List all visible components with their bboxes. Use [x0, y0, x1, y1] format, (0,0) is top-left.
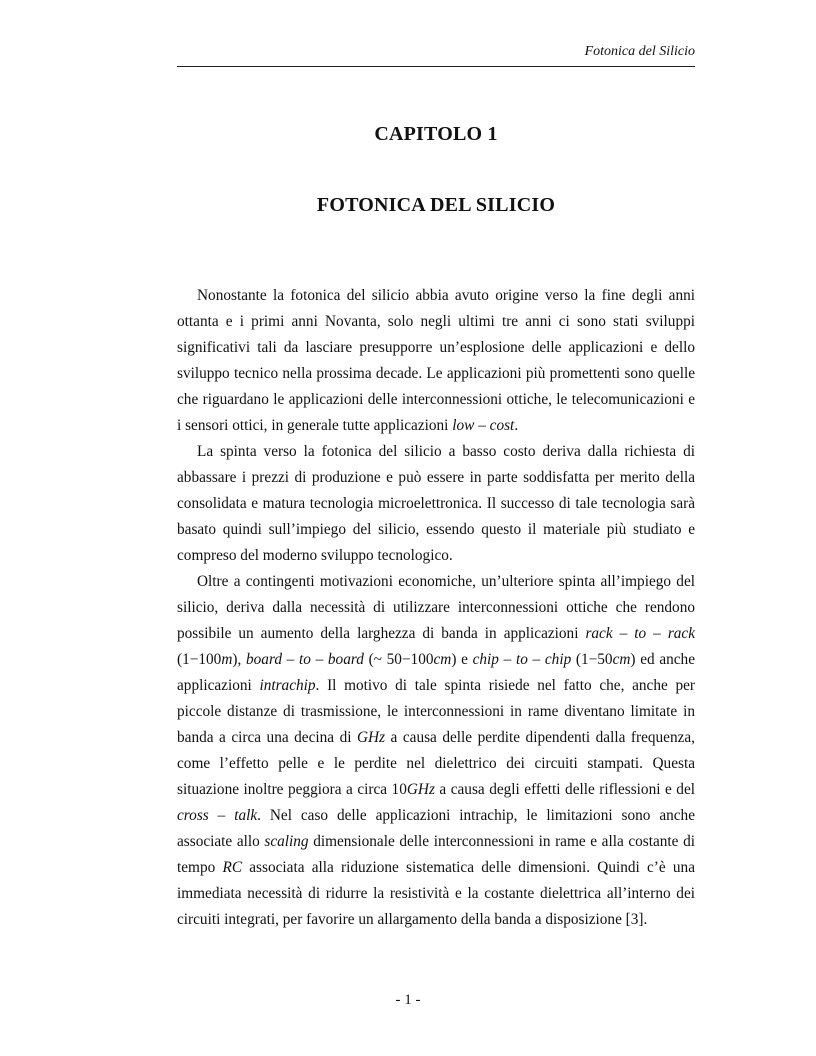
p3-unit-cm-1: cm [433, 651, 452, 668]
p3-text-5: . Nel caso delle applicazioni intrachip, le limitazioni sono anche associate allo [177, 807, 695, 850]
p3-range-chip-post: ) ed anche applicazioni [177, 651, 695, 694]
p3-range-board-post: ) e [451, 651, 473, 668]
p3-term-intrachip: intrachip [259, 677, 316, 694]
paragraph-2: La spinta verso la fotonica del silicio a basso costo deriva dalla richiesta di abbassare i prezzi di produzione e può essere in parte soddisfatta per merito della consolidata e matura tecnologia microelettronica. Il successo di tale tecnologia sarà basato quindi sull’impiego del silicio, essendo questo il materiale più studiato e compreso del moderno sviluppo tecnologico. [177, 443, 695, 564]
p3-unit-cm-2: cm [612, 651, 631, 668]
paragraph-1 [177, 283, 695, 439]
p3-text-4: a causa degli effetti delle riflessioni e del [434, 781, 695, 798]
p3-term-cross-talk: cross – talk [177, 807, 258, 824]
p3-term-board: board – to – board [246, 651, 364, 668]
p3-term-rc: RC [222, 859, 243, 876]
p3-range-rack-pre: (1−100 [177, 651, 222, 668]
p1-term-low-cost: low – cost [452, 417, 515, 434]
p1-text-2: . [514, 417, 519, 434]
p3-text-6: dimensionale delle interconnessioni in rame e alla costante di tempo [177, 833, 695, 876]
p3-term-rack: rack – to – rack [585, 625, 695, 642]
p3-unit-ghz-2: GHz [406, 781, 435, 798]
p3-unit-ghz-1: GHz [357, 729, 386, 746]
chapter-label: CAPITOLO 1 [374, 123, 498, 145]
p1-text-1: Nonostante la fotonica del silicio abbia avuto origine verso la fine degli anni ottanta e i primi anni Novanta, solo negli ultimi tre anni ci sono stati sviluppi significativi tali da lasciare presupporre un’esplosione delle applicazioni e dello sviluppo tecnico nella prossima decade. Le applicazioni più promettenti sono quelle che riguardano le applicazioni delle interconnessioni ottiche, le telecomunicazioni e i sensori ottici, in generale tutte applicazioni [177, 287, 695, 434]
page-number: - 1 - [395, 992, 421, 1008]
p3-unit-m: m [221, 651, 233, 668]
p3-text-1: Oltre a contingenti motivazioni economiche, un’ulteriore spinta all’impiego del silicio, deriva dalla necessità di utilizzare interconnessioni ottiche che rendono possibile un aumento della larghezza di banda in applicazioni [177, 573, 695, 642]
p3-range-chip-pre: (1−50 [571, 651, 613, 668]
p3-text-3: a causa delle perdite dipendenti dalla frequenza, come l’effetto pelle e le perdite nel dielettrico dei circuiti stampati. Questa situazione inoltre peggiora a circa 10 [177, 729, 695, 798]
p3-text-7: associata alla riduzione sistematica delle dimensioni. Quindi c’è una immediata necessità di ridurre la resistività e la costante dielettrica all’interno dei circuiti integrati, per favorire un allargamento della banda a disposizione [3]. [177, 859, 695, 928]
p3-range-rack-post: ), [232, 651, 246, 668]
header-rule [177, 66, 695, 67]
chapter-title: FOTONICA DEL SILICIO [316, 194, 556, 216]
p3-term-scaling: scaling [264, 833, 309, 850]
p3-term-chip: chip – to – chip [472, 651, 572, 668]
body-text [177, 283, 695, 933]
p3-range-board-pre: (~ 50−100 [363, 651, 434, 668]
p3-text-2: . Il motivo di tale spinta risiede nel fatto che, anche per piccole distanze di trasmissione, le interconnessioni in rame diventano limitate in banda a circa una decina di [177, 677, 695, 746]
running-header: Fotonica del Silicio [584, 44, 695, 59]
paragraph-3 [177, 569, 695, 933]
